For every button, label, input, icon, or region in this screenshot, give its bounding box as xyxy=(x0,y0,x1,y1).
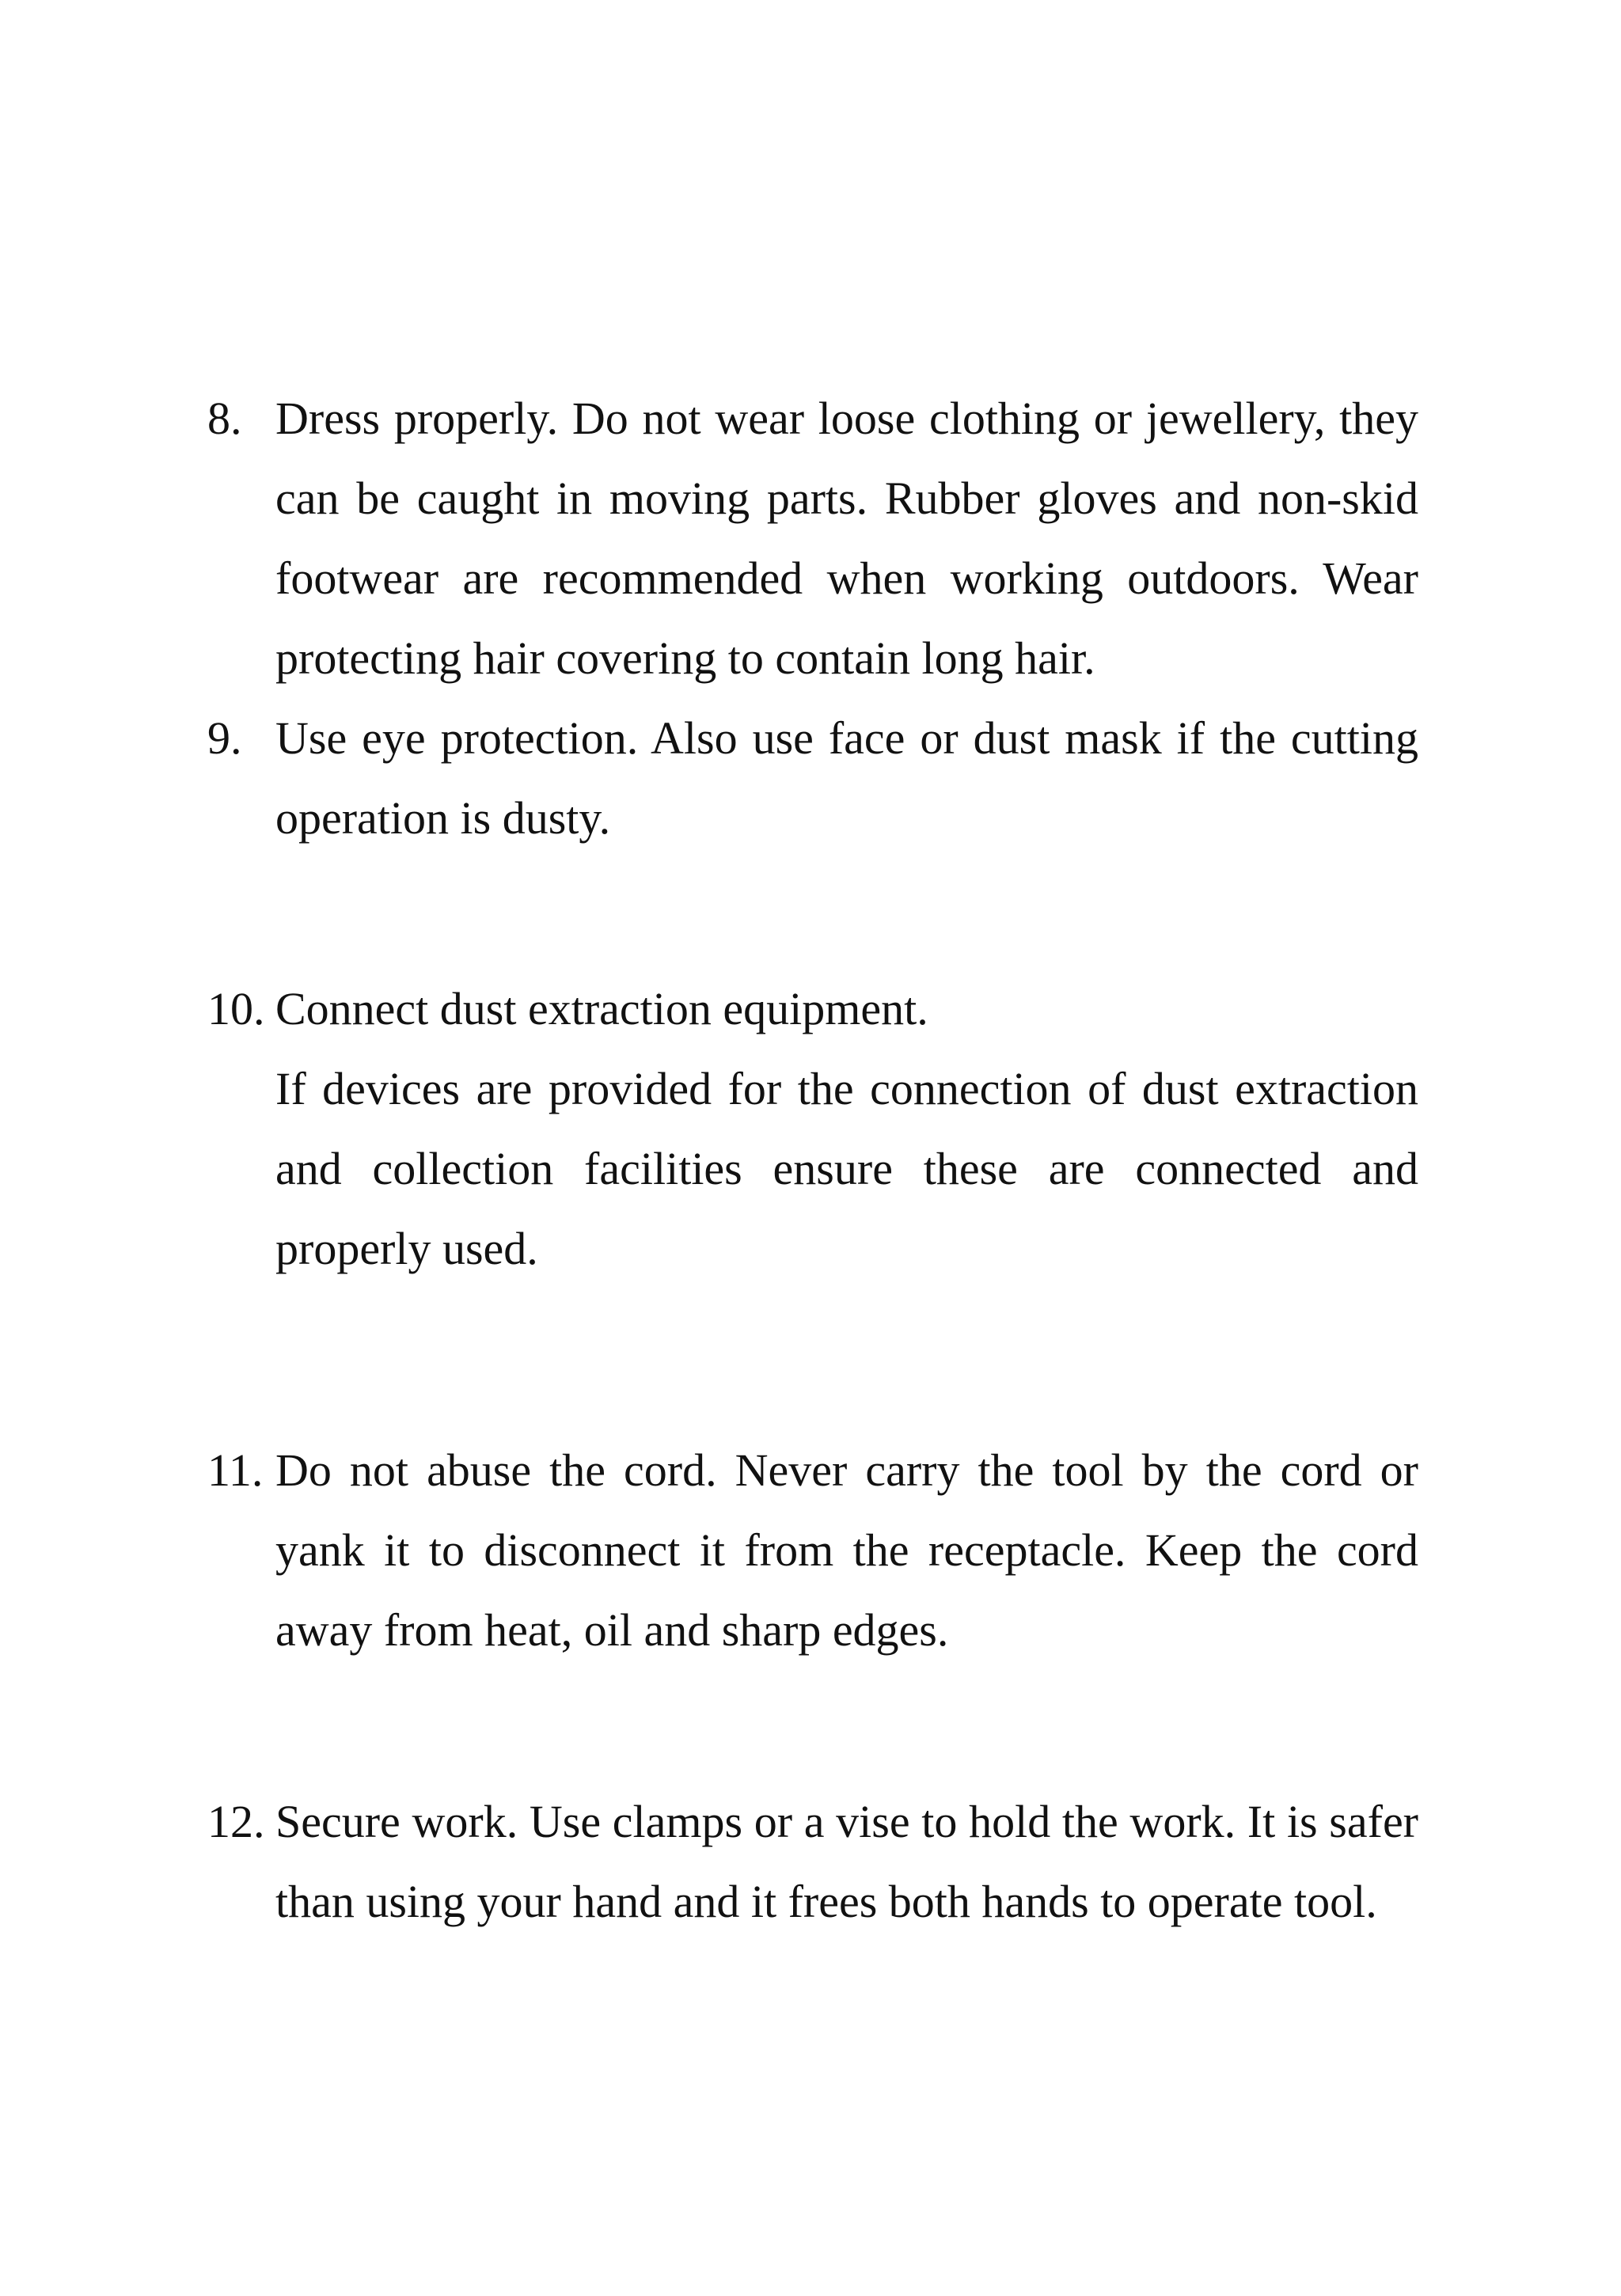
item-number: 12. xyxy=(207,1796,265,1847)
item-heading: Connect dust extraction equipment. xyxy=(275,983,928,1034)
list-item-12 xyxy=(207,1782,1418,1941)
item-number: 11. xyxy=(207,1444,264,1496)
item-text: Do not abuse the cord. Never carry the tool by the cord or yank it to disconnect it from the receptacle. Keep the cord away from heat, oil and sharp edges. xyxy=(275,1444,1418,1656)
item-number: 8. xyxy=(207,393,242,444)
list-item-8 xyxy=(207,378,1418,698)
item-number: 9. xyxy=(207,712,242,764)
item-text: If devices are provided for the connection of dust extraction and collection facilities ensure these are connected and properly used. xyxy=(275,1063,1418,1274)
list-item-11 xyxy=(207,1430,1418,1670)
list-item-10 xyxy=(207,969,1418,1288)
item-text: Secure work. Use clamps or a vise to hold the work. It is safer than using your hand and it frees both hands to operate tool. xyxy=(275,1796,1418,1927)
list-item-9 xyxy=(207,698,1418,858)
item-number: 10. xyxy=(207,983,265,1034)
item-text: Use eye protection. Also use face or dust mask if the cutting operation is dusty. xyxy=(275,712,1418,844)
item-text: Dress properly. Do not wear loose clothing or jewellery, they can be caught in moving parts. Rubber gloves and non-skid footwear are recommended when working outdoors. Wear protecting hair covering to contain long hair. xyxy=(275,393,1418,684)
